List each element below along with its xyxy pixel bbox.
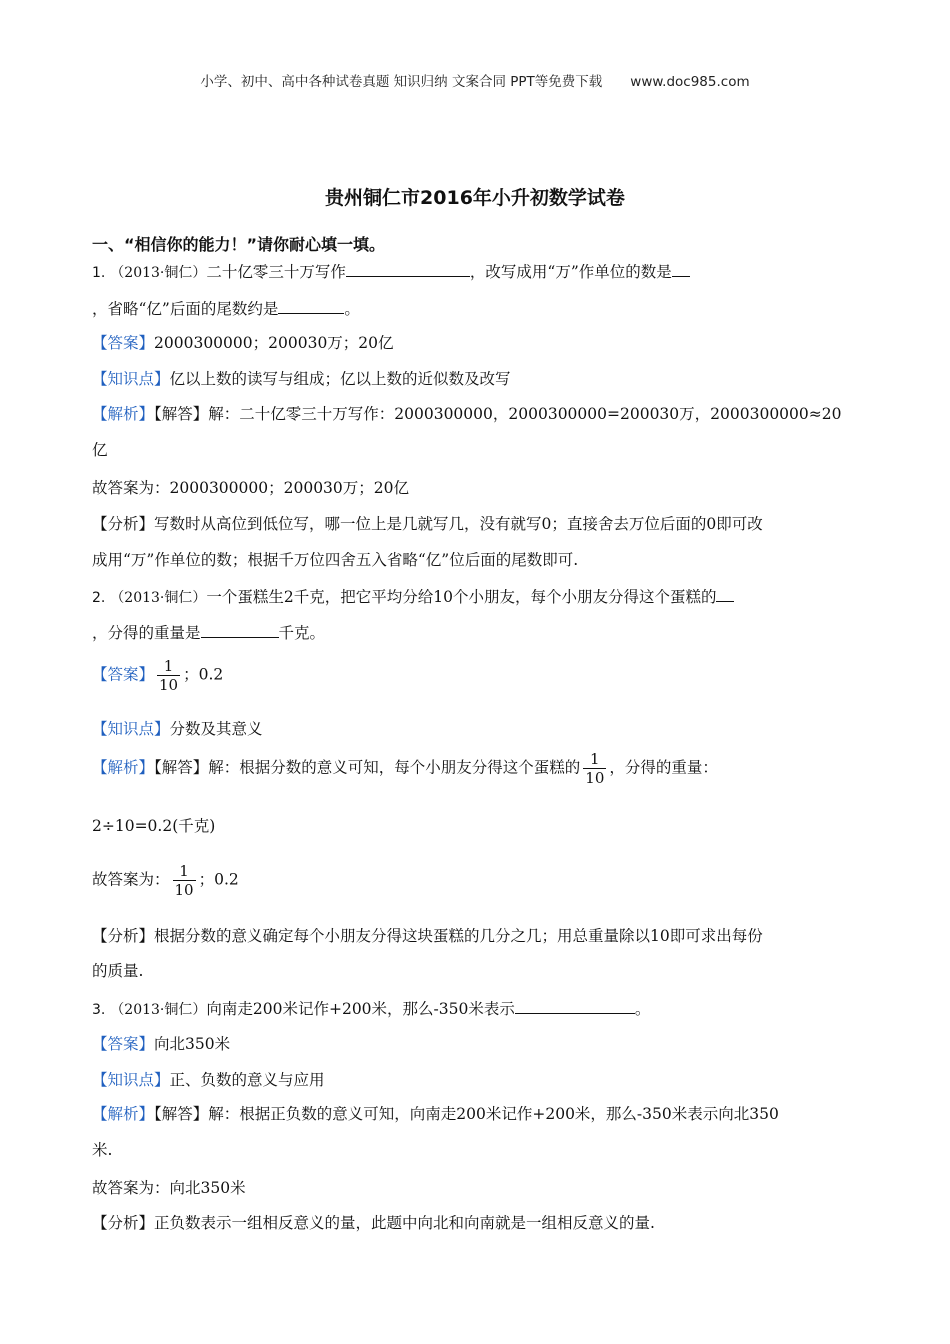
q3-answer-text: 向北350米 — [154, 1035, 231, 1053]
q1-review-cont: 成用“万”作单位的数；根据千万位四舍五入省略“亿”位后面的尾数即可. — [92, 551, 579, 569]
q1-knowledge — [92, 367, 511, 389]
knowledge-label: 【知识点】 — [92, 1071, 170, 1089]
q3-knowledge-text: 正、负数的意义与应用 — [169, 1071, 325, 1089]
q1-answer — [92, 331, 394, 353]
q3-analysis-text: 【解答】解：根据正负数的意义可知，向南走200米记作+200米，那么-350米表示向北350 — [154, 1105, 779, 1123]
analysis-label: 【解析】 — [92, 1105, 155, 1123]
header-site: www.doc985.com — [630, 74, 750, 90]
q2-analysis — [92, 750, 718, 787]
q1-number: 1. — [92, 265, 106, 281]
q2-answer — [92, 657, 223, 694]
q3-source: （2013·铜仁） — [110, 1002, 207, 1018]
q2-line1 — [92, 585, 734, 607]
answer-label: 【答案】 — [92, 334, 155, 352]
q2-review — [92, 924, 763, 946]
q3-analysis-cont: 米. — [92, 1141, 113, 1159]
exam-title: 贵州铜仁市2016年小升初数学试卷 — [325, 187, 625, 209]
q1-review — [92, 512, 763, 534]
fraction-one-tenth — [583, 750, 606, 787]
fraction-denominator: 10 — [585, 769, 605, 787]
q1-text2: ，改写成用“万”作单位的数是 — [469, 263, 672, 281]
q2-conclusion — [92, 862, 239, 899]
fraction-numerator: 1 — [163, 657, 174, 675]
q3-answer — [92, 1032, 230, 1054]
q2-calculation: 2÷10=0.2(千克) — [92, 817, 216, 835]
answer-label: 【答案】 — [92, 665, 155, 684]
q2-analysis-text: 【解答】解：根据分数的意义可知，每个小朋友分得这个蛋糕的 — [154, 758, 581, 777]
fraction-denominator: 10 — [174, 881, 194, 899]
q2-line2 — [92, 621, 325, 643]
q1-review-text: 写数时从高位到低位写，哪一位上是几就写几，没有就写0；直接舍去万位后面的0即可改 — [154, 515, 763, 533]
header-text: 小学、初中、高中各种试卷真题 知识归纳 文案合同 PPT等免费下载 — [200, 74, 603, 90]
q3-number: 3. — [92, 1002, 106, 1018]
q2-blank-2[interactable] — [201, 623, 279, 638]
q3-review-text: 正负数表示一组相反意义的量，此题中向北和向南就是一组相反意义的量. — [154, 1214, 655, 1232]
review-label: 【分析】 — [92, 515, 155, 533]
answer-label: 【答案】 — [92, 1035, 155, 1053]
q1-knowledge-text: 亿以上数的读写与组成；亿以上数的近似数及改写 — [169, 370, 511, 388]
knowledge-label: 【知识点】 — [92, 720, 170, 738]
q1-blank-3[interactable] — [278, 299, 344, 314]
q2-blank-1[interactable] — [716, 587, 734, 602]
q1-analysis-cont: 亿 — [92, 441, 108, 459]
q2-knowledge — [92, 717, 263, 739]
q1-analysis — [92, 402, 841, 424]
fraction-one-tenth — [173, 862, 196, 899]
q3-blank-1[interactable] — [515, 999, 635, 1014]
q2-knowledge-text: 分数及其意义 — [169, 720, 263, 738]
q2-conclusion-text: 故答案为： — [92, 870, 170, 889]
fraction-denominator: 10 — [159, 676, 179, 694]
analysis-label: 【解析】 — [92, 758, 155, 777]
q1-text: 二十亿零三十万写作 — [206, 263, 346, 281]
q1-answer-text: 2000300000；200030万；20亿 — [154, 334, 394, 352]
q2-number: 2. — [92, 590, 106, 606]
fraction-numerator: 1 — [590, 750, 600, 768]
q2-analysis-end: ，分得的重量： — [609, 758, 718, 777]
q2-review-text: 根据分数的意义确定每个小朋友分得这块蛋糕的几分之几；用总重量除以10即可求出每份 — [154, 927, 763, 945]
q1-line1 — [92, 260, 690, 282]
q3-text: 向南走200米记作+200米，那么-350米表示 — [206, 1000, 515, 1018]
q2-conclusion-rest: ；0.2 — [198, 870, 239, 889]
q1-analysis-text: 【解答】解：二十亿零三十万写作：2000300000，2000300000=200030万，2000300000≈20 — [154, 405, 842, 423]
q3-knowledge — [92, 1068, 325, 1090]
q2-text: 一个蛋糕生2千克，把它平均分给10个小朋友，每个小朋友分得这个蛋糕的 — [206, 588, 717, 606]
knowledge-label: 【知识点】 — [92, 370, 170, 388]
q1-line2-text: ，省略“亿”后面的尾数约是 — [92, 300, 279, 318]
q3-review — [92, 1211, 655, 1233]
q3-analysis — [92, 1102, 779, 1124]
q2-line2-end: 千克。 — [278, 624, 326, 642]
q1-line2 — [92, 297, 360, 319]
fraction-one-tenth — [157, 657, 180, 694]
q2-line2-text: ，分得的重量是 — [92, 624, 201, 642]
review-label: 【分析】 — [92, 927, 155, 945]
review-label: 【分析】 — [92, 1214, 155, 1232]
fraction-numerator: 1 — [179, 862, 189, 880]
q1-blank-1[interactable] — [346, 262, 470, 277]
q1-conclusion: 故答案为：2000300000；200030万；20亿 — [92, 479, 410, 497]
q2-source: （2013·铜仁） — [110, 590, 207, 606]
q1-line2-end: 。 — [344, 300, 360, 318]
q3-conclusion: 故答案为：向北350米 — [92, 1179, 246, 1197]
q3-line1 — [92, 997, 650, 1019]
section-heading: 一、“相信你的能力！”请你耐心填一填。 — [92, 235, 386, 254]
analysis-label: 【解析】 — [92, 405, 155, 423]
q1-blank-2[interactable] — [672, 262, 690, 277]
q1-source: （2013·铜仁） — [110, 265, 207, 281]
q2-answer-text: ；0.2 — [183, 665, 224, 684]
q2-review-cont: 的质量. — [92, 962, 144, 980]
q3-end: 。 — [634, 1000, 651, 1018]
page-header — [0, 70, 950, 90]
